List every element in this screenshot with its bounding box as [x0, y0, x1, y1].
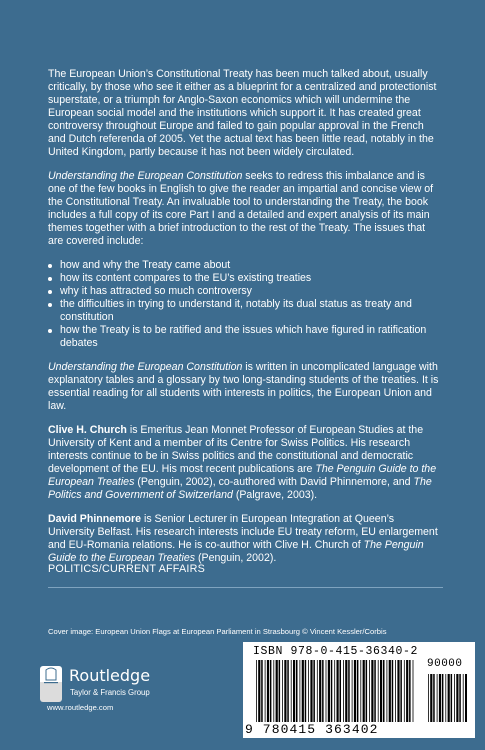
- list-item: how and why the Treaty came about: [48, 259, 443, 272]
- book-title: The Penguin Guide to the European Treaties: [48, 463, 437, 488]
- summary-text: is written in uncomplicated language with explanatory tables and a glossary by two long-standing students of the treaties. It is essential reading for all students with interests in politics, the European Union and law.: [48, 361, 439, 412]
- description-text: seeks to redress this imbalance and is one of the few books in English to give the reader an impartial and concise view of the Constitutional Treaty. An invaluable tool to understanding the Treaty, the book includes a full copy of its core Part I and a detailed and expert analysis of its main themes together with a brief introduction to the rest of the Treaty. The issues that are covered include:: [48, 170, 434, 247]
- publisher-name: Routledge: [69, 666, 151, 685]
- back-cover-text: [48, 68, 443, 576]
- barcode-addon-number: 90000: [427, 658, 463, 670]
- bio-text: (Palgrave, 2003).: [232, 489, 318, 501]
- publisher-logo: [40, 664, 190, 704]
- subject-category: POLITICS/CURRENT AFFAIRS: [48, 563, 205, 575]
- barcode-bars: [255, 660, 415, 726]
- list-item: why it has attracted so much controversy: [48, 285, 443, 298]
- description-paragraph: [48, 170, 443, 248]
- publisher-website: www.routledge.com: [47, 703, 114, 712]
- bio-text: is Emeritus Jean Monnet Professor of European Studies at the University of Kent and a member of its Centre for Swiss Politics. His research interests continue to be in Swiss politics and the constitutional and democratic development of the EU. His most recent publications are: [48, 424, 424, 475]
- book-title: Understanding the European Constitution: [48, 170, 243, 182]
- list-item: how its content compares to the EU’s existing treaties: [48, 272, 443, 285]
- summary-paragraph: [48, 361, 443, 413]
- list-item: how the Treaty is to be ratified and the issues which have figured in ratification debates: [48, 324, 443, 350]
- author-name: David Phinnemore: [48, 513, 142, 525]
- cover-image-credit: Cover image: European Union Flags at European Parliament in Strasbourg © Vincent Kessler/Corbis: [48, 627, 387, 636]
- bio-text: is Senior Lecturer in European Integration at Queen’s University Belfast. His research interests include EU treaty reform, EU enlargement and EU-Romania relations. He is co-author with Clive H. Church of: [48, 513, 438, 551]
- isbn-label: ISBN 978-0-415-36340-2: [253, 645, 419, 658]
- book-title: Understanding the European Constitution: [48, 361, 243, 373]
- bio-text: (Penguin, 2002).: [195, 552, 277, 564]
- book-title: The Politics and Government of Switzerland: [48, 476, 432, 501]
- isbn-barcode: [243, 642, 475, 738]
- book-title: The Penguin Guide to the European Treaties: [48, 539, 424, 564]
- routledge-logo-icon: [40, 666, 62, 702]
- list-item: the difficulties in trying to understand it, notably its dual status as treaty and constitution: [48, 298, 443, 324]
- publisher-group: Taylor & Francis Group: [70, 688, 150, 697]
- intro-paragraph: The European Union’s Constitutional Treaty has been much talked about, usually critically, by those who see it either as a blueprint for a centralized and protectionist superstate, or a triumph for Anglo-Saxon economics which will undermine the European social model and the institutions which support it. It has created great controversy throughout Europe and failed to gain popular approval in the French and Dutch referenda of 2005. Yet the actual text has been little read, notably in the United Kingdom, partly because it has not been widely circulated.: [48, 68, 437, 158]
- author-bio-phinnemore: [48, 513, 443, 565]
- author-bio-church: [48, 424, 443, 502]
- barcode-digits: 9 780415 363402: [245, 722, 379, 737]
- issues-list: [48, 259, 443, 350]
- divider: [48, 587, 443, 588]
- author-name: Clive H. Church: [48, 424, 127, 436]
- bio-text: (Penguin, 2002), co-authored with David Phinnemore, and: [134, 476, 414, 488]
